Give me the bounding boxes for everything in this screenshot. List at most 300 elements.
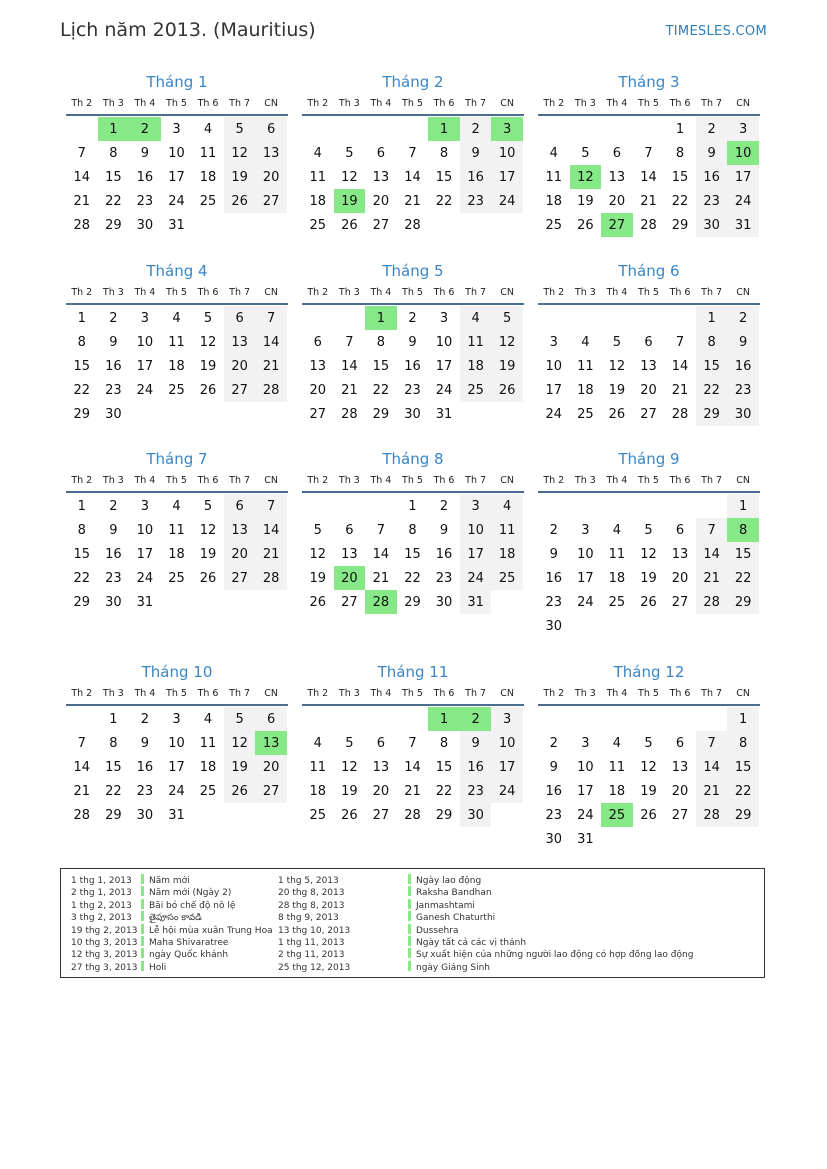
day-cell[interactable]: 22 <box>727 566 759 590</box>
day-cell[interactable]: 31 <box>435 406 453 422</box>
day-cell[interactable]: 13 <box>372 759 390 775</box>
day-cell[interactable]: 11 <box>545 169 563 185</box>
day-cell[interactable]: 23 <box>727 378 759 402</box>
day-cell[interactable]: 16 <box>105 358 122 374</box>
day-cell[interactable]: 11 <box>491 518 523 542</box>
day-cell[interactable]: 23 <box>136 193 154 209</box>
day-cell[interactable]: 15 <box>404 546 421 562</box>
day-cell[interactable]: 7 <box>77 735 86 751</box>
day-cell[interactable]: 22 <box>73 382 91 398</box>
day-cell[interactable]: 9 <box>140 735 150 751</box>
day-cell[interactable]: 17 <box>136 546 154 562</box>
day-cell[interactable]: 3 <box>549 334 558 350</box>
day-cell[interactable]: 29 <box>404 594 421 610</box>
day-cell[interactable]: 21 <box>671 382 689 398</box>
day-cell[interactable]: 16 <box>460 165 492 189</box>
holiday-day-cell[interactable]: 1 <box>428 707 460 731</box>
day-cell[interactable]: 4 <box>203 121 213 137</box>
day-cell[interactable]: 29 <box>435 807 453 823</box>
day-cell[interactable]: 3 <box>727 117 759 141</box>
day-cell[interactable]: 4 <box>313 145 322 161</box>
day-cell[interactable]: 2 <box>109 498 118 514</box>
holiday-day-cell[interactable]: 28 <box>365 590 397 614</box>
day-cell[interactable]: 30 <box>136 217 154 233</box>
day-cell[interactable]: 2 <box>109 310 118 326</box>
day-cell[interactable]: 25 <box>168 570 185 586</box>
day-cell[interactable]: 28 <box>696 590 728 614</box>
holiday-day-cell[interactable]: 13 <box>255 731 287 755</box>
day-cell[interactable]: 18 <box>608 783 626 799</box>
day-cell[interactable]: 24 <box>577 807 594 823</box>
day-cell[interactable]: 11 <box>460 330 492 354</box>
day-cell[interactable]: 24 <box>136 382 154 398</box>
day-cell[interactable]: 11 <box>608 546 626 562</box>
day-cell[interactable]: 8 <box>408 522 417 538</box>
day-cell[interactable]: 27 <box>255 779 287 803</box>
day-cell[interactable]: 22 <box>696 378 728 402</box>
day-cell[interactable]: 2 <box>439 498 449 514</box>
day-cell[interactable]: 30 <box>435 594 453 610</box>
day-cell[interactable]: 13 <box>608 169 626 185</box>
day-cell[interactable]: 24 <box>168 193 185 209</box>
day-cell[interactable]: 27 <box>671 807 689 823</box>
day-cell[interactable]: 5 <box>203 498 213 514</box>
day-cell[interactable]: 16 <box>105 546 122 562</box>
day-cell[interactable]: 18 <box>577 382 594 398</box>
day-cell[interactable]: 24 <box>491 189 523 213</box>
day-cell[interactable]: 25 <box>199 193 217 209</box>
day-cell[interactable]: 18 <box>608 570 626 586</box>
day-cell[interactable]: 5 <box>224 707 256 731</box>
day-cell[interactable]: 10 <box>435 334 453 350</box>
day-cell[interactable]: 29 <box>727 803 759 827</box>
day-cell[interactable]: 20 <box>224 542 256 566</box>
day-cell[interactable]: 8 <box>109 145 118 161</box>
day-cell[interactable]: 1 <box>77 498 86 514</box>
day-cell[interactable]: 20 <box>372 193 390 209</box>
day-cell[interactable]: 18 <box>491 542 523 566</box>
day-cell[interactable]: 24 <box>460 566 492 590</box>
day-cell[interactable]: 30 <box>696 213 728 237</box>
day-cell[interactable]: 20 <box>608 193 626 209</box>
day-cell[interactable]: 18 <box>168 546 185 562</box>
day-cell[interactable]: 1 <box>77 310 86 326</box>
day-cell[interactable]: 9 <box>696 141 728 165</box>
day-cell[interactable]: 11 <box>168 334 185 350</box>
day-cell[interactable]: 8 <box>439 145 449 161</box>
day-cell[interactable]: 12 <box>224 141 256 165</box>
day-cell[interactable]: 28 <box>696 803 728 827</box>
holiday-day-cell[interactable]: 1 <box>428 117 460 141</box>
day-cell[interactable]: 24 <box>545 406 563 422</box>
day-cell[interactable]: 19 <box>640 783 657 799</box>
day-cell[interactable]: 1 <box>696 306 728 330</box>
day-cell[interactable]: 13 <box>309 358 327 374</box>
day-cell[interactable]: 18 <box>545 193 563 209</box>
day-cell[interactable]: 20 <box>671 783 689 799</box>
day-cell[interactable]: 14 <box>255 330 287 354</box>
day-cell[interactable]: 24 <box>727 189 759 213</box>
day-cell[interactable]: 14 <box>671 358 689 374</box>
day-cell[interactable]: 26 <box>341 807 358 823</box>
day-cell[interactable]: 6 <box>376 145 386 161</box>
day-cell[interactable]: 6 <box>224 306 256 330</box>
day-cell[interactable]: 10 <box>491 731 523 755</box>
day-cell[interactable]: 3 <box>140 310 150 326</box>
day-cell[interactable]: 4 <box>460 306 492 330</box>
day-cell[interactable]: 23 <box>136 783 154 799</box>
day-cell[interactable]: 14 <box>73 169 91 185</box>
holiday-day-cell[interactable]: 1 <box>365 306 397 330</box>
day-cell[interactable]: 12 <box>199 522 217 538</box>
day-cell[interactable]: 27 <box>671 594 689 610</box>
day-cell[interactable]: 20 <box>224 354 256 378</box>
day-cell[interactable]: 16 <box>136 759 154 775</box>
day-cell[interactable]: 10 <box>577 546 594 562</box>
day-cell[interactable]: 13 <box>255 141 287 165</box>
day-cell[interactable]: 20 <box>640 382 657 398</box>
day-cell[interactable]: 6 <box>224 494 256 518</box>
day-cell[interactable]: 18 <box>309 193 327 209</box>
day-cell[interactable]: 8 <box>77 334 86 350</box>
day-cell[interactable]: 29 <box>73 594 91 610</box>
day-cell[interactable]: 19 <box>309 570 327 586</box>
day-cell[interactable]: 6 <box>675 522 685 538</box>
day-cell[interactable]: 18 <box>168 358 185 374</box>
day-cell[interactable]: 10 <box>460 518 492 542</box>
day-cell[interactable]: 31 <box>727 213 759 237</box>
day-cell[interactable]: 9 <box>727 330 759 354</box>
day-cell[interactable]: 28 <box>341 406 358 422</box>
day-cell[interactable]: 10 <box>491 141 523 165</box>
day-cell[interactable]: 27 <box>372 807 390 823</box>
day-cell[interactable]: 15 <box>73 358 91 374</box>
day-cell[interactable]: 11 <box>309 169 327 185</box>
day-cell[interactable]: 25 <box>199 783 217 799</box>
day-cell[interactable]: 28 <box>640 217 657 233</box>
day-cell[interactable]: 15 <box>696 354 728 378</box>
day-cell[interactable]: 3 <box>581 522 590 538</box>
day-cell[interactable]: 24 <box>136 570 154 586</box>
day-cell[interactable]: 29 <box>671 217 689 233</box>
day-cell[interactable]: 26 <box>640 807 657 823</box>
day-cell[interactable]: 4 <box>549 145 558 161</box>
day-cell[interactable]: 14 <box>255 518 287 542</box>
day-cell[interactable]: 15 <box>435 759 453 775</box>
day-cell[interactable]: 23 <box>696 189 728 213</box>
day-cell[interactable]: 9 <box>460 731 492 755</box>
day-cell[interactable]: 30 <box>727 402 759 426</box>
day-cell[interactable]: 26 <box>199 382 217 398</box>
holiday-day-cell[interactable]: 12 <box>570 165 602 189</box>
day-cell[interactable]: 31 <box>460 590 492 614</box>
day-cell[interactable]: 2 <box>140 711 150 727</box>
day-cell[interactable]: 18 <box>199 759 217 775</box>
day-cell[interactable]: 9 <box>408 334 417 350</box>
day-cell[interactable]: 17 <box>577 570 594 586</box>
day-cell[interactable]: 5 <box>491 306 523 330</box>
day-cell[interactable]: 8 <box>696 330 728 354</box>
day-cell[interactable]: 27 <box>372 217 390 233</box>
day-cell[interactable]: 7 <box>345 334 354 350</box>
day-cell[interactable]: 31 <box>168 807 185 823</box>
day-cell[interactable]: 6 <box>345 522 354 538</box>
day-cell[interactable]: 4 <box>313 735 322 751</box>
day-cell[interactable]: 6 <box>376 735 386 751</box>
day-cell[interactable]: 11 <box>199 145 217 161</box>
day-cell[interactable]: 21 <box>640 193 657 209</box>
day-cell[interactable]: 3 <box>172 121 181 137</box>
day-cell[interactable]: 7 <box>376 522 386 538</box>
day-cell[interactable]: 14 <box>640 169 657 185</box>
day-cell[interactable]: 24 <box>491 779 523 803</box>
day-cell[interactable]: 16 <box>136 169 154 185</box>
day-cell[interactable]: 21 <box>404 193 421 209</box>
day-cell[interactable]: 11 <box>577 358 594 374</box>
day-cell[interactable]: 12 <box>608 358 626 374</box>
day-cell[interactable]: 26 <box>224 779 256 803</box>
holiday-day-cell[interactable]: 27 <box>601 213 633 237</box>
day-cell[interactable]: 17 <box>491 755 523 779</box>
day-cell[interactable]: 25 <box>168 382 185 398</box>
day-cell[interactable]: 29 <box>727 590 759 614</box>
day-cell[interactable]: 23 <box>460 779 492 803</box>
day-cell[interactable]: 15 <box>727 755 759 779</box>
day-cell[interactable]: 14 <box>404 759 421 775</box>
day-cell[interactable]: 13 <box>671 546 689 562</box>
day-cell[interactable]: 15 <box>105 169 122 185</box>
day-cell[interactable]: 5 <box>581 145 590 161</box>
day-cell[interactable]: 20 <box>255 165 287 189</box>
day-cell[interactable]: 14 <box>696 755 728 779</box>
day-cell[interactable]: 28 <box>73 807 91 823</box>
day-cell[interactable]: 22 <box>73 570 91 586</box>
day-cell[interactable]: 7 <box>675 334 685 350</box>
day-cell[interactable]: 9 <box>460 141 492 165</box>
day-cell[interactable]: 4 <box>612 735 622 751</box>
day-cell[interactable]: 8 <box>439 735 449 751</box>
day-cell[interactable]: 19 <box>199 358 217 374</box>
day-cell[interactable]: 18 <box>460 354 492 378</box>
day-cell[interactable]: 26 <box>224 189 256 213</box>
day-cell[interactable]: 14 <box>372 546 390 562</box>
day-cell[interactable]: 21 <box>255 354 287 378</box>
day-cell[interactable]: 26 <box>491 378 523 402</box>
day-cell[interactable]: 12 <box>491 330 523 354</box>
day-cell[interactable]: 8 <box>376 334 386 350</box>
day-cell[interactable]: 29 <box>105 217 122 233</box>
day-cell[interactable]: 20 <box>372 783 390 799</box>
day-cell[interactable]: 28 <box>404 217 421 233</box>
day-cell[interactable]: 19 <box>224 755 256 779</box>
day-cell[interactable]: 22 <box>105 783 122 799</box>
day-cell[interactable]: 8 <box>727 731 759 755</box>
day-cell[interactable]: 17 <box>168 759 185 775</box>
day-cell[interactable]: 31 <box>168 217 185 233</box>
day-cell[interactable]: 22 <box>404 570 421 586</box>
holiday-day-cell[interactable]: 25 <box>601 803 633 827</box>
day-cell[interactable]: 28 <box>255 378 287 402</box>
day-cell[interactable]: 7 <box>644 145 653 161</box>
day-cell[interactable]: 26 <box>608 406 626 422</box>
day-cell[interactable]: 1 <box>675 121 685 137</box>
holiday-day-cell[interactable]: 20 <box>334 566 366 590</box>
day-cell[interactable]: 17 <box>545 382 563 398</box>
day-cell[interactable]: 10 <box>168 145 185 161</box>
day-cell[interactable]: 6 <box>644 334 653 350</box>
day-cell[interactable]: 20 <box>309 382 327 398</box>
day-cell[interactable]: 23 <box>545 807 563 823</box>
day-cell[interactable]: 28 <box>255 566 287 590</box>
day-cell[interactable]: 6 <box>612 145 622 161</box>
day-cell[interactable]: 5 <box>345 735 354 751</box>
day-cell[interactable]: 21 <box>73 783 91 799</box>
day-cell[interactable]: 1 <box>109 711 118 727</box>
day-cell[interactable]: 12 <box>199 334 217 350</box>
day-cell[interactable]: 26 <box>341 217 358 233</box>
day-cell[interactable]: 19 <box>341 783 358 799</box>
day-cell[interactable]: 11 <box>168 522 185 538</box>
day-cell[interactable]: 16 <box>545 783 563 799</box>
day-cell[interactable]: 23 <box>435 570 453 586</box>
day-cell[interactable]: 11 <box>608 759 626 775</box>
day-cell[interactable]: 10 <box>136 334 154 350</box>
day-cell[interactable]: 31 <box>577 831 594 847</box>
day-cell[interactable]: 6 <box>255 117 287 141</box>
day-cell[interactable]: 17 <box>136 358 154 374</box>
day-cell[interactable]: 12 <box>640 546 657 562</box>
day-cell[interactable]: 29 <box>372 406 390 422</box>
day-cell[interactable]: 29 <box>73 406 91 422</box>
day-cell[interactable]: 4 <box>581 334 590 350</box>
day-cell[interactable]: 24 <box>435 382 453 398</box>
day-cell[interactable]: 30 <box>460 803 492 827</box>
day-cell[interactable]: 7 <box>255 306 287 330</box>
day-cell[interactable]: 2 <box>549 735 558 751</box>
day-cell[interactable]: 10 <box>577 759 594 775</box>
day-cell[interactable]: 30 <box>136 807 154 823</box>
day-cell[interactable]: 19 <box>640 570 657 586</box>
holiday-day-cell[interactable]: 2 <box>460 707 492 731</box>
day-cell[interactable]: 26 <box>309 594 327 610</box>
day-cell[interactable]: 13 <box>224 330 256 354</box>
day-cell[interactable]: 6 <box>313 334 322 350</box>
day-cell[interactable]: 2 <box>727 306 759 330</box>
day-cell[interactable]: 4 <box>491 494 523 518</box>
day-cell[interactable]: 5 <box>644 735 653 751</box>
day-cell[interactable]: 13 <box>671 759 689 775</box>
day-cell[interactable]: 16 <box>435 546 453 562</box>
day-cell[interactable]: 22 <box>105 193 122 209</box>
day-cell[interactable]: 27 <box>224 378 256 402</box>
day-cell[interactable]: 3 <box>491 707 523 731</box>
day-cell[interactable]: 7 <box>696 518 728 542</box>
holiday-day-cell[interactable]: 8 <box>727 518 759 542</box>
day-cell[interactable]: 2 <box>408 310 417 326</box>
day-cell[interactable]: 4 <box>172 310 181 326</box>
day-cell[interactable]: 16 <box>727 354 759 378</box>
day-cell[interactable]: 22 <box>372 382 390 398</box>
day-cell[interactable]: 4 <box>203 711 213 727</box>
day-cell[interactable]: 21 <box>404 783 421 799</box>
day-cell[interactable]: 4 <box>612 522 622 538</box>
day-cell[interactable]: 27 <box>341 594 358 610</box>
day-cell[interactable]: 11 <box>309 759 327 775</box>
day-cell[interactable]: 24 <box>168 783 185 799</box>
day-cell[interactable]: 3 <box>439 310 449 326</box>
day-cell[interactable]: 8 <box>675 145 685 161</box>
day-cell[interactable]: 30 <box>545 831 563 847</box>
day-cell[interactable]: 22 <box>435 783 453 799</box>
day-cell[interactable]: 1 <box>727 707 759 731</box>
day-cell[interactable]: 21 <box>73 193 91 209</box>
day-cell[interactable]: 30 <box>545 618 563 634</box>
day-cell[interactable]: 23 <box>460 189 492 213</box>
day-cell[interactable]: 8 <box>109 735 118 751</box>
day-cell[interactable]: 20 <box>671 570 689 586</box>
day-cell[interactable]: 21 <box>372 570 390 586</box>
day-cell[interactable]: 25 <box>491 566 523 590</box>
day-cell[interactable]: 22 <box>671 193 689 209</box>
day-cell[interactable]: 14 <box>341 358 358 374</box>
day-cell[interactable]: 28 <box>73 217 91 233</box>
holiday-day-cell[interactable]: 10 <box>727 141 759 165</box>
day-cell[interactable]: 16 <box>545 570 563 586</box>
day-cell[interactable]: 22 <box>435 193 453 209</box>
day-cell[interactable]: 26 <box>640 594 657 610</box>
day-cell[interactable]: 2 <box>696 117 728 141</box>
day-cell[interactable]: 18 <box>309 783 327 799</box>
day-cell[interactable]: 3 <box>460 494 492 518</box>
day-cell[interactable]: 27 <box>224 566 256 590</box>
day-cell[interactable]: 7 <box>408 145 417 161</box>
day-cell[interactable]: 23 <box>404 382 421 398</box>
day-cell[interactable]: 5 <box>644 522 653 538</box>
day-cell[interactable]: 15 <box>372 358 390 374</box>
day-cell[interactable]: 27 <box>309 406 327 422</box>
day-cell[interactable]: 6 <box>255 707 287 731</box>
day-cell[interactable]: 1 <box>408 498 417 514</box>
day-cell[interactable]: 19 <box>224 165 256 189</box>
day-cell[interactable]: 3 <box>581 735 590 751</box>
day-cell[interactable]: 5 <box>345 145 354 161</box>
day-cell[interactable]: 9 <box>140 145 150 161</box>
day-cell[interactable]: 14 <box>696 542 728 566</box>
day-cell[interactable]: 1 <box>727 494 759 518</box>
day-cell[interactable]: 30 <box>404 406 421 422</box>
day-cell[interactable]: 3 <box>140 498 150 514</box>
day-cell[interactable]: 25 <box>545 217 563 233</box>
day-cell[interactable]: 24 <box>577 594 594 610</box>
day-cell[interactable]: 12 <box>341 169 358 185</box>
day-cell[interactable]: 7 <box>696 731 728 755</box>
day-cell[interactable]: 10 <box>168 735 185 751</box>
day-cell[interactable]: 17 <box>727 165 759 189</box>
day-cell[interactable]: 19 <box>491 354 523 378</box>
day-cell[interactable]: 7 <box>408 735 417 751</box>
day-cell[interactable]: 16 <box>460 755 492 779</box>
day-cell[interactable]: 4 <box>172 498 181 514</box>
day-cell[interactable]: 21 <box>696 566 728 590</box>
day-cell[interactable]: 9 <box>549 546 558 562</box>
day-cell[interactable]: 7 <box>255 494 287 518</box>
day-cell[interactable]: 25 <box>460 378 492 402</box>
day-cell[interactable]: 28 <box>404 807 421 823</box>
day-cell[interactable]: 10 <box>136 522 154 538</box>
day-cell[interactable]: 21 <box>696 779 728 803</box>
holiday-day-cell[interactable]: 19 <box>334 189 366 213</box>
day-cell[interactable]: 26 <box>577 217 594 233</box>
